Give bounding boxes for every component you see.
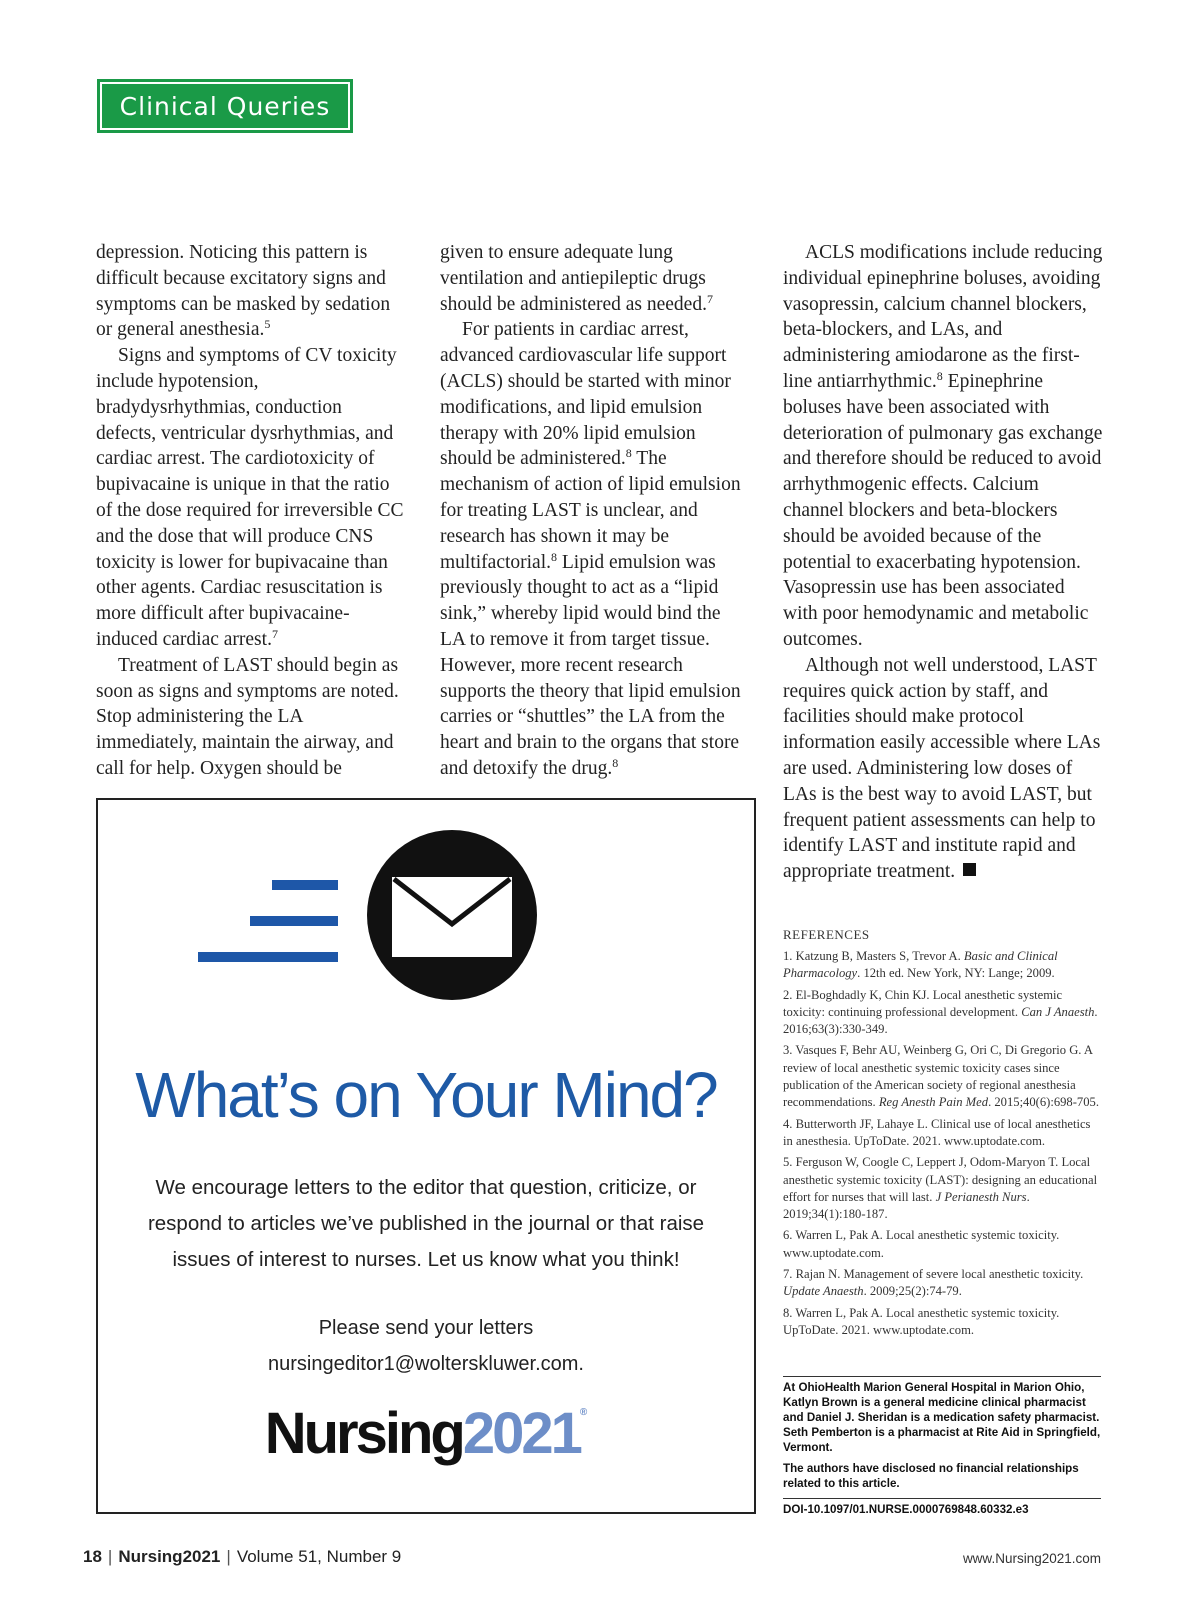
page-number: 18: [83, 1547, 102, 1566]
reference-item: 7. Rajan N. Management of severe local anesthetic toxicity. Update Anaesth. 2009;25(2):74-79.: [783, 1267, 1084, 1299]
reference-item: 2. El-Boghdadly K, Chin KJ. Local anesthetic systemic toxicity: continuing professional development. Can J Anaesth. 2016;63(3):330-349.: [783, 987, 1098, 1037]
article-column-1: [96, 240, 404, 782]
references-list: [783, 948, 1101, 1343]
ad-headline: What’s on Your Mind?: [135, 1059, 717, 1131]
issue-info: Volume 51, Number 9: [236, 1547, 402, 1566]
reference-item: 4. Butterworth JF, Lahaye L. Clinical use of local anesthetics in anesthesia. UpToDate. 2021. www.uptodate.com.: [783, 1116, 1091, 1148]
letters-ad-box: [96, 798, 756, 1514]
speed-line: [272, 880, 338, 890]
paragraph: depression. Noticing this pattern is difficult because excitatory signs and symptoms can be masked by sedation or general anesthesia.$^5$: [96, 242, 391, 341]
reference-item: 3. Vasques F, Behr AU, Weinberg G, Ori C, Di Gregorio G. A review of local anesthetic systemic toxicity cases since publication of the American society of regional anesthesia recommendations. Reg Anesth Pain Med. 2015;40(6):698-705.: [783, 1043, 1099, 1110]
nursing-logo: Nursing2021®: [264, 1401, 588, 1466]
ad-contact-email[interactable]: nursingeditor1@wolterskluwer.com.: [268, 1353, 584, 1375]
references-heading: REFERENCES: [783, 927, 870, 942]
article-column-3: [783, 240, 1103, 885]
article-column-2: [440, 240, 748, 782]
end-of-article-icon: [963, 863, 976, 876]
reference-item: 5. Ferguson W, Coogle C, Leppert J, Odom-Maryon T. Local anesthetic systemic toxicity (LAST): designing an educational effort for nurses that will last. J Perianesth Nurs. 2019;34(1):180-187.: [783, 1155, 1098, 1222]
paragraph: Signs and symptoms of CV toxicity include hypotension, bradydysrhythmias, conduction defects, ventricular dysrhythmias, and cardiac arrest. The cardiotoxicity of bupivacaine is unique in that the ratio of the dose required for irreversible CC and the dose that will produce CNS toxicity is lower for bupivacaine than other agents. Cardiac resuscitation is more difficult after bupivacaine-induced cardiac arrest.$^7$: [96, 345, 404, 650]
paragraph: ACLS modifications include reducing individual epinephrine boluses, avoiding vasopressin, calcium channel blockers, beta-blockers, and LAs, and administering amiodarone as the first-line antiarrhythmic.$^8$ Epinephrine boluses have been associated with deterioration of pulmonary gas exchange and therefore should be reduced to avoid arrhythmogenic effects. Calcium channel blockers and beta-blockers should be avoided because of the potential to exacerbating hypotension. Vasopressin use has been associated with poor hemodynamic and metabolic outcomes.: [783, 242, 1103, 650]
page-footer: 18 | Nursing2021 | Volume 51, Number 9: [83, 1547, 402, 1566]
paragraph: Treatment of LAST should begin as soon as signs and symptoms are noted. Stop administering the LA immediately, maintain the airway, and call for help. Oxygen should be: [96, 654, 399, 779]
mail-envelope-icon: [367, 830, 537, 1000]
paragraph: Although not well understood, LAST requires quick action by staff, and facilities should make protocol information easily accessible where LAs are used. Administering low doses of LAs is the best way to avoid LAST, but frequent patient assessments can help to identify LAST and institute rapid and appropriate treatment.: [783, 654, 1101, 883]
reference-item: 8. Warren L, Pak A. Local anesthetic systemic toxicity. UpToDate. 2021. www.uptodate.com.: [783, 1305, 1060, 1337]
website-link[interactable]: www.Nursing2021.com: [962, 1551, 1101, 1566]
speed-line: [250, 916, 338, 926]
reference-item: 1. Katzung B, Masters S, Trevor A. Basic and Clinical Pharmacology. 12th ed. New York, NY: Lange; 2009.: [783, 949, 1058, 981]
ad-contact-line: Please send your letters: [318, 1317, 534, 1339]
ad-contact: [138, 1310, 714, 1382]
section-label: Clinical Queries: [97, 79, 353, 133]
author-bio: At OhioHealth Marion General Hospital in Marion Ohio, Katlyn Brown is a general medicine clinical pharmacist and Daniel J. Sheridan is a medication safety pharmacist. Seth Pemberton is a pharmacist at Rite Aid in Springfield, Vermont.: [783, 1381, 1101, 1454]
author-info: [783, 1376, 1101, 1497]
paragraph: For patients in cardiac arrest, advanced cardiovascular life support (ACLS) should be started with minor modifications, and lipid emulsion therapy with 20% lipid emulsion should be administered.$^8$ The mechanism of action of lipid emulsion for treating LAST is unclear, and research has shown it may be multifactorial.$^8$ Lipid emulsion was previously thought to act as a “lipid sink,” whereby lipid would bind the LA to remove it from target tissue. However, more recent research supports the theory that lipid emulsion carries or “shuttles” the LA from the heart and brain to the organs that store and detoxify the drug.$^8$: [440, 319, 741, 779]
paragraph: given to ensure adequate lung ventilation and antiepileptic drugs should be administered as needed.$^7$: [440, 242, 713, 315]
journal-name: Nursing2021: [118, 1547, 221, 1566]
ad-body-text: We encourage letters to the editor that question, criticize, or respond to articles we’ve published in the journal or that raise issues of interest to nurses. Let us know what you think!: [147, 1176, 705, 1271]
doi: DOI-10.1097/01.NURSE.0000769848.60332.e3: [783, 1498, 1101, 1516]
reference-item: 6. Warren L, Pak A. Local anesthetic systemic toxicity. www.uptodate.com.: [783, 1228, 1060, 1260]
disclosure: The authors have disclosed no financial relationships related to this article.: [783, 1462, 1079, 1490]
speed-line: [198, 952, 338, 962]
